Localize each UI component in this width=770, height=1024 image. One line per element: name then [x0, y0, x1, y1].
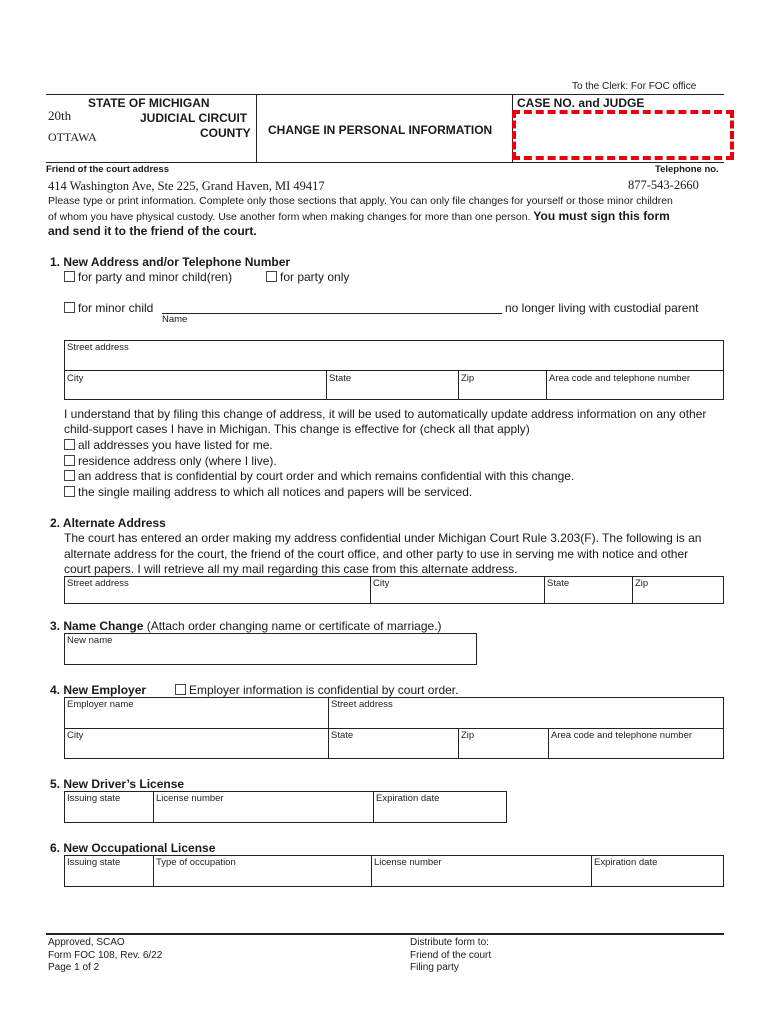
understand-line-1: I understand that by filing this change of address, it will be used to automatically update address information on any other	[64, 407, 707, 421]
option-label: the single mailing address to which all notices and papers will be serviced.	[78, 485, 473, 499]
section-6-title: 6. New Occupational License	[50, 841, 216, 855]
foc-telephone: 877-543-2660	[628, 178, 699, 192]
case-label: CASE NO. and JUDGE	[517, 96, 645, 110]
option-label: for minor child	[78, 301, 154, 315]
footer-rule	[46, 933, 724, 935]
option-label: Employer information is confidential by court order.	[189, 683, 459, 697]
option-party-minor[interactable]	[64, 270, 232, 284]
instructions-line-2a: of whom you have physical custody. Use another form when making changes for more than one person.	[48, 211, 531, 223]
section-5-title: 5. New Driver’s License	[50, 777, 185, 791]
s2-text-2: alternate address for the court, the friend of the court office, and other party to use in serving me with notice and other	[64, 547, 689, 561]
option-mailing[interactable]	[64, 485, 472, 499]
s5-issuing-label: Issuing state	[67, 793, 121, 804]
s4-street-label: Street address	[331, 699, 393, 710]
s5-expiration-label: Expiration date	[376, 793, 440, 804]
grid-col	[153, 855, 154, 887]
checkbox[interactable]	[64, 302, 75, 313]
telephone-label: Telephone no.	[655, 164, 719, 175]
footer-distribution	[410, 937, 491, 975]
s4-city-label: City	[67, 730, 84, 741]
header-divider-left	[256, 94, 257, 162]
foc-address-label: Friend of the court address	[46, 164, 169, 175]
foc-address: 414 Washington Ave, Ste 225, Grand Haven, MI 49417	[48, 179, 325, 193]
checkbox[interactable]	[64, 486, 75, 497]
footer-page: Page 1 of 2	[48, 962, 100, 973]
grid-col	[370, 576, 371, 604]
option-label: for party and minor child(ren)	[78, 270, 233, 284]
clerk-note: To the Clerk: For FOC office	[572, 81, 697, 92]
case-number-field[interactable]	[512, 110, 734, 160]
grid-row	[64, 728, 724, 729]
s2-state-label: State	[547, 578, 570, 589]
s6-license-label: License number	[374, 857, 442, 868]
grid-col	[632, 576, 633, 604]
s1-street-label: Street address	[67, 342, 129, 353]
new-name-field[interactable]	[64, 633, 477, 665]
option-confidential[interactable]	[64, 469, 574, 483]
option-party-only[interactable]	[266, 270, 349, 284]
s2-street-label: Street address	[67, 578, 129, 589]
footer-distribute-label: Distribute form to:	[410, 937, 489, 948]
section-3-title: 3. Name Change	[50, 619, 144, 633]
s2-text-3: court papers. I will retrieve all my mail regarding this case from this alternate address.	[64, 562, 518, 576]
s4-phone-label: Area code and telephone number	[551, 730, 693, 741]
option-label: an address that is confidential by court order and which remains confidential with this change.	[78, 469, 575, 483]
grid-col	[458, 370, 459, 400]
s6-issuing-label: Issuing state	[67, 857, 121, 868]
header-top-rule	[46, 94, 724, 95]
option-label: all addresses you have listed for me.	[78, 438, 273, 452]
checkbox[interactable]	[175, 684, 186, 695]
minor-child-name-line[interactable]	[162, 313, 502, 314]
section-2-title: 2. Alternate Address	[50, 516, 166, 530]
option-residence[interactable]	[64, 454, 277, 468]
grid-col	[458, 728, 459, 759]
form-title: CHANGE IN PERSONAL INFORMATION	[268, 123, 493, 137]
minor-name-label: Name	[162, 314, 188, 325]
county-name: OTTAWA	[48, 130, 97, 144]
s1-phone-label: Area code and telephone number	[549, 373, 691, 384]
s4-employer-label: Employer name	[67, 699, 134, 710]
checkbox[interactable]	[64, 439, 75, 450]
judicial-circuit-label: JUDICIAL CIRCUIT	[140, 111, 248, 125]
footer-left	[48, 937, 162, 975]
grid-col	[544, 576, 545, 604]
grid-col	[371, 855, 372, 887]
instructions-must-sign: You must sign this form	[533, 209, 670, 223]
s6-occupation-label: Type of occupation	[156, 857, 236, 868]
footer-form-no: Form FOC 108, Rev. 6/22	[48, 949, 163, 961]
checkbox[interactable]	[64, 455, 75, 466]
drivers-license-grid	[64, 791, 507, 823]
grid-col	[326, 370, 327, 400]
grid-col	[153, 791, 154, 823]
grid-col	[591, 855, 592, 887]
footer-dist-2: Filing party	[410, 962, 459, 973]
s5-license-label: License number	[156, 793, 224, 804]
county-label: COUNTY	[200, 126, 251, 140]
section-3-heading	[50, 619, 442, 633]
section-4-title: 4. New Employer	[50, 683, 147, 697]
s3-new-name-label: New name	[67, 635, 113, 646]
checkbox[interactable]	[64, 470, 75, 481]
checkbox[interactable]	[64, 271, 75, 282]
checkbox[interactable]	[266, 271, 277, 282]
option-minor-child[interactable]	[64, 301, 153, 315]
understand-line-2: child-support cases I have in Michigan. This change is effective for (check all that apply)	[64, 422, 530, 436]
grid-col	[546, 370, 547, 400]
circuit-number: 20th	[48, 108, 72, 123]
section-1-title: 1. New Address and/or Telephone Number	[50, 255, 291, 269]
footer-dist-1: Friend of the court	[410, 949, 492, 961]
section-3-note: (Attach order changing name or certificate of marriage.)	[146, 619, 442, 633]
grid-col	[373, 791, 374, 823]
address-grid-1-row	[64, 370, 724, 371]
instructions-line-1: Please type or print information. Complete only those sections that apply. You can only file changes for yourself or those minor children	[48, 195, 673, 207]
s4-state-label: State	[331, 730, 354, 741]
option-label: residence address only (where I live).	[78, 454, 277, 468]
alternate-address-grid	[64, 576, 724, 604]
footer-approved: Approved, SCAO	[48, 937, 125, 948]
header-bottom-rule	[46, 162, 724, 163]
s1-state-label: State	[329, 373, 352, 384]
s2-zip-label: Zip	[635, 578, 649, 589]
instructions-line-3: and send it to the friend of the court.	[48, 224, 257, 238]
state-label: STATE OF MICHIGAN	[88, 96, 210, 110]
minor-suffix: no longer living with custodial parent	[505, 301, 699, 315]
option-employer-confidential[interactable]	[175, 683, 458, 697]
s6-expiration-label: Expiration date	[594, 857, 658, 868]
s2-city-label: City	[373, 578, 390, 589]
s2-text-1: The court has entered an order making my address confidential under Michigan Court Rule 3.203(F). The following is an	[64, 531, 702, 545]
s1-city-label: City	[67, 373, 84, 384]
s4-zip-label: Zip	[461, 730, 475, 741]
option-label: for party only	[280, 270, 350, 284]
grid-col	[548, 728, 549, 759]
s1-zip-label: Zip	[461, 373, 475, 384]
grid-col	[328, 697, 329, 759]
option-all-addresses[interactable]	[64, 438, 273, 452]
